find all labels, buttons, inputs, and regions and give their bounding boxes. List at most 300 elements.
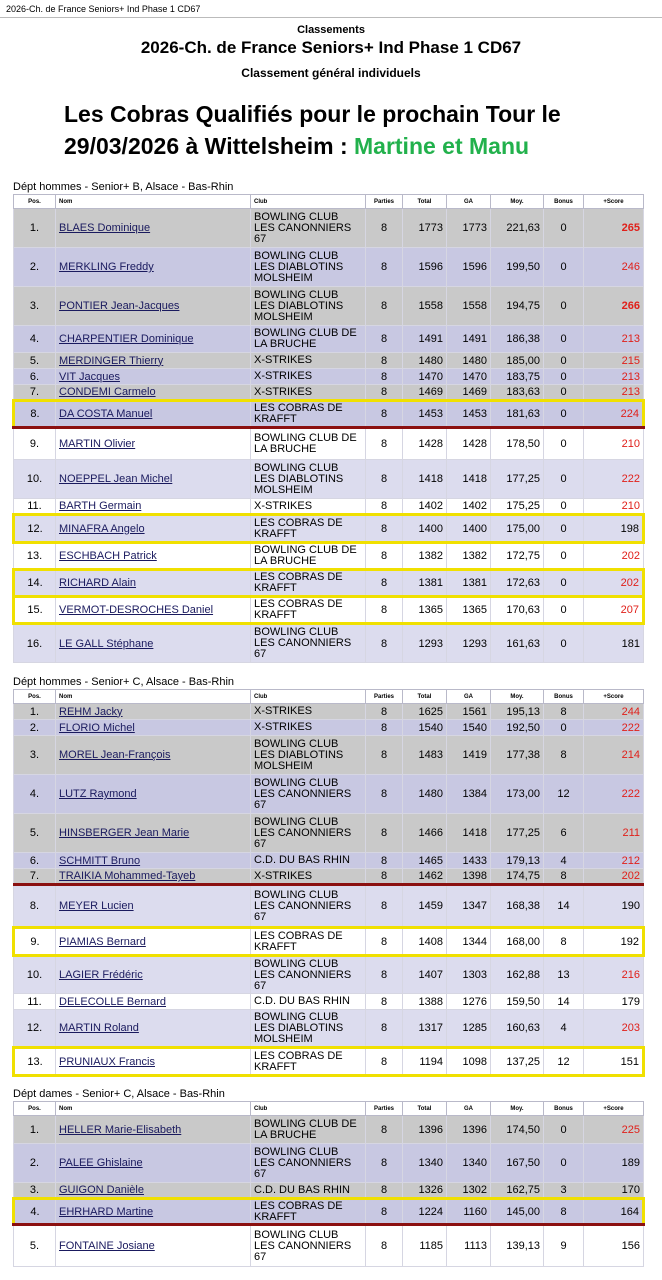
table-row [14, 1116, 644, 1144]
col-total-cell: 1317 [403, 1010, 447, 1048]
col-score-header: +Score [584, 195, 644, 209]
col-parties-cell: 8 [366, 543, 403, 570]
col-bonus-cell: 4 [544, 1010, 584, 1048]
col-bonus-cell: 0 [544, 428, 584, 460]
col-ga-cell: 1303 [447, 956, 491, 994]
col-moy-cell: 221,63 [491, 209, 544, 248]
section-title: Dépt hommes - Senior+ B, Alsace - Bas-Rhin [13, 181, 234, 193]
col-club-cell: LES COBRAS DE KRAFFT [251, 1048, 366, 1076]
col-name-cell[interactable]: BARTH Germain [56, 499, 251, 515]
col-ga-cell: 1344 [447, 928, 491, 956]
col-moy-header: Moy. [491, 690, 544, 704]
col-score-cell: 170 [584, 1183, 644, 1199]
col-name-cell[interactable]: LUTZ Raymond [56, 775, 251, 814]
col-score-cell: 189 [584, 1144, 644, 1183]
section-senior-b-men [12, 180, 642, 663]
col-club-cell: BOWLING CLUB DE LA BRUCHE [251, 543, 366, 570]
col-ga-cell: 1340 [447, 1144, 491, 1183]
col-name-cell[interactable]: GUIGON Danièle [56, 1183, 251, 1199]
col-pos-cell: 10. [14, 460, 56, 499]
col-parties-cell: 8 [366, 570, 403, 597]
col-club-cell: BOWLING CLUB LES DIABLOTINS MOLSHEIM [251, 736, 366, 775]
col-club-cell: X-STRIKES [251, 869, 366, 885]
table-row [14, 1199, 644, 1225]
page-title: 2026-Ch. de France Seniors+ Ind Phase 1 CD67 [140, 38, 522, 57]
col-ga-cell: 1469 [447, 385, 491, 401]
col-parties-cell: 8 [366, 1144, 403, 1183]
col-bonus-cell: 8 [544, 1199, 584, 1225]
col-name-cell[interactable]: PRUNIAUX Francis [56, 1048, 251, 1076]
col-score-cell: 164 [584, 1199, 644, 1225]
col-total-cell: 1480 [403, 353, 447, 369]
col-club-cell: BOWLING CLUB LES DIABLOTINS MOLSHEIM [251, 460, 366, 499]
col-score-cell: 210 [584, 428, 644, 460]
table-row [14, 704, 644, 720]
col-total-cell: 1483 [403, 736, 447, 775]
col-parties-cell: 8 [366, 736, 403, 775]
col-name-cell[interactable]: TRAIKIA Mohammed-Tayeb [56, 869, 251, 885]
col-moy-cell: 177,25 [491, 814, 544, 853]
col-name-cell[interactable]: RICHARD Alain [56, 570, 251, 597]
col-bonus-cell: 8 [544, 704, 584, 720]
col-parties-cell: 8 [366, 1010, 403, 1048]
col-name-cell[interactable]: EHRHARD Martine [56, 1199, 251, 1225]
col-pos-cell: 2. [14, 720, 56, 736]
section-senior-c-men [12, 675, 642, 1077]
col-score-cell: 215 [584, 353, 644, 369]
col-total-cell: 1418 [403, 460, 447, 499]
col-ga-cell: 1470 [447, 369, 491, 385]
col-moy-cell: 137,25 [491, 1048, 544, 1076]
col-club-cell: BOWLING CLUB LES CANONNIERS 67 [251, 1225, 366, 1267]
col-club-cell: BOWLING CLUB DE LA BRUCHE [251, 1116, 366, 1144]
col-moy-cell: 168,00 [491, 928, 544, 956]
table-row [14, 869, 644, 885]
col-ga-cell: 1382 [447, 543, 491, 570]
col-moy-cell: 178,50 [491, 428, 544, 460]
col-parties-cell: 8 [366, 994, 403, 1010]
col-parties-cell: 8 [366, 853, 403, 869]
col-pos-cell: 7. [14, 869, 56, 885]
col-ga-cell: 1384 [447, 775, 491, 814]
col-name-cell[interactable]: SCHMITT Bruno [56, 853, 251, 869]
col-name-cell[interactable]: MINAFRA Angelo [56, 515, 251, 543]
table-header-row [14, 690, 644, 704]
col-total-cell: 1459 [403, 885, 447, 928]
col-pos-cell: 4. [14, 326, 56, 353]
col-bonus-cell: 0 [544, 1116, 584, 1144]
table-row [14, 597, 644, 624]
col-parties-cell: 8 [366, 928, 403, 956]
col-name-cell[interactable]: DELECOLLE Bernard [56, 994, 251, 1010]
col-club-cell: LES COBRAS DE KRAFFT [251, 570, 366, 597]
section-title: Dépt dames - Senior+ C, Alsace - Bas-Rhin [13, 1088, 225, 1100]
col-name-cell[interactable]: HINSBERGER Jean Marie [56, 814, 251, 853]
table-row [14, 928, 644, 956]
col-bonus-cell: 6 [544, 814, 584, 853]
col-name-header: Nom [56, 690, 251, 704]
col-pos-cell: 12. [14, 515, 56, 543]
col-total-header: Total [403, 1102, 447, 1116]
col-moy-cell: 145,00 [491, 1199, 544, 1225]
table-header-row [14, 1102, 644, 1116]
table-row [14, 1144, 644, 1183]
announcement-date-place: 29/03/2026 à Wittelsheim : [64, 133, 354, 159]
col-name-cell[interactable]: HELLER Marie-Elisabeth [56, 1116, 251, 1144]
col-pos-cell: 13. [14, 543, 56, 570]
col-bonus-cell: 13 [544, 956, 584, 994]
col-club-cell: X-STRIKES [251, 369, 366, 385]
col-bonus-cell: 0 [544, 326, 584, 353]
col-moy-cell: 170,63 [491, 597, 544, 624]
col-bonus-cell: 0 [544, 597, 584, 624]
col-ga-cell: 1400 [447, 515, 491, 543]
col-total-cell: 1381 [403, 570, 447, 597]
col-name-cell[interactable]: PIAMIAS Bernard [56, 928, 251, 956]
col-parties-cell: 8 [366, 597, 403, 624]
col-bonus-cell: 8 [544, 869, 584, 885]
col-score-cell: 224 [584, 401, 644, 428]
col-score-cell: 211 [584, 814, 644, 853]
table-row [14, 1183, 644, 1199]
col-ga-cell: 1398 [447, 869, 491, 885]
col-bonus-cell: 0 [544, 499, 584, 515]
col-club-cell: LES COBRAS DE KRAFFT [251, 597, 366, 624]
table-row [14, 385, 644, 401]
col-ga-header: GA [447, 195, 491, 209]
col-total-cell: 1625 [403, 704, 447, 720]
table-row [14, 326, 644, 353]
col-score-cell: 179 [584, 994, 644, 1010]
col-total-cell: 1491 [403, 326, 447, 353]
col-moy-cell: 174,50 [491, 1116, 544, 1144]
col-total-cell: 1402 [403, 499, 447, 515]
col-total-cell: 1194 [403, 1048, 447, 1076]
col-ga-cell: 1293 [447, 624, 491, 663]
col-club-cell: BOWLING CLUB LES CANONNIERS 67 [251, 775, 366, 814]
col-bonus-cell: 0 [544, 401, 584, 428]
col-bonus-cell: 8 [544, 736, 584, 775]
col-bonus-cell: 0 [544, 353, 584, 369]
announcement-line-1: Les Cobras Qualifiés pour le prochain Tour le [64, 101, 561, 127]
col-score-cell: 207 [584, 597, 644, 624]
table-row [14, 885, 644, 928]
qualification-announcement [64, 98, 561, 162]
col-total-cell: 1185 [403, 1225, 447, 1267]
col-score-cell: 214 [584, 736, 644, 775]
col-total-cell: 1407 [403, 956, 447, 994]
table-row [14, 515, 644, 543]
col-bonus-cell: 12 [544, 1048, 584, 1076]
col-parties-header: Parties [366, 1102, 403, 1116]
col-bonus-cell: 0 [544, 720, 584, 736]
col-pos-cell: 11. [14, 994, 56, 1010]
col-ga-cell: 1276 [447, 994, 491, 1010]
col-name-cell[interactable]: FLORIO Michel [56, 720, 251, 736]
col-pos-cell: 4. [14, 775, 56, 814]
col-ga-cell: 1419 [447, 736, 491, 775]
col-bonus-cell: 0 [544, 209, 584, 248]
col-parties-cell: 8 [366, 209, 403, 248]
col-parties-cell: 8 [366, 869, 403, 885]
col-name-cell[interactable]: CHARPENTIER Dominique [56, 326, 251, 353]
col-total-cell: 1465 [403, 853, 447, 869]
col-score-cell: 225 [584, 1116, 644, 1144]
col-name-cell[interactable]: MARTIN Olivier [56, 428, 251, 460]
col-parties-cell: 8 [366, 704, 403, 720]
col-parties-cell: 8 [366, 385, 403, 401]
col-bonus-header: Bonus [544, 195, 584, 209]
col-parties-cell: 8 [366, 720, 403, 736]
table-row [14, 994, 644, 1010]
col-total-cell: 1340 [403, 1144, 447, 1183]
col-parties-cell: 8 [366, 401, 403, 428]
col-bonus-cell: 0 [544, 369, 584, 385]
col-club-cell: BOWLING CLUB LES CANONNIERS 67 [251, 956, 366, 994]
col-moy-cell: 168,38 [491, 885, 544, 928]
col-score-cell: 202 [584, 543, 644, 570]
col-ga-cell: 1402 [447, 499, 491, 515]
announcement-line-2 [64, 130, 561, 162]
col-score-cell: 210 [584, 499, 644, 515]
col-score-cell: 151 [584, 1048, 644, 1076]
col-pos-cell: 1. [14, 704, 56, 720]
col-club-cell: BOWLING CLUB DE LA BRUCHE [251, 428, 366, 460]
ranking-table [12, 1101, 645, 1267]
col-name-cell[interactable]: CONDEMI Carmelo [56, 385, 251, 401]
table-header-row [14, 195, 644, 209]
col-ga-cell: 1428 [447, 428, 491, 460]
col-pos-cell: 5. [14, 353, 56, 369]
col-parties-cell: 8 [366, 1183, 403, 1199]
col-moy-cell: 160,63 [491, 1010, 544, 1048]
col-total-cell: 1453 [403, 401, 447, 428]
col-bonus-cell: 3 [544, 1183, 584, 1199]
col-name-cell[interactable]: MERDINGER Thierry [56, 353, 251, 369]
col-club-header: Club [251, 1102, 366, 1116]
col-name-cell[interactable]: VIT Jacques [56, 369, 251, 385]
col-club-cell: LES COBRAS DE KRAFFT [251, 515, 366, 543]
col-parties-cell: 8 [366, 775, 403, 814]
col-club-cell: BOWLING CLUB LES CANONNIERS 67 [251, 885, 366, 928]
col-name-cell[interactable]: MOREL Jean-François [56, 736, 251, 775]
col-parties-header: Parties [366, 195, 403, 209]
col-pos-cell: 13. [14, 1048, 56, 1076]
col-bonus-header: Bonus [544, 1102, 584, 1116]
col-ga-cell: 1773 [447, 209, 491, 248]
col-bonus-header: Bonus [544, 690, 584, 704]
col-total-cell: 1470 [403, 369, 447, 385]
col-bonus-cell: 8 [544, 928, 584, 956]
col-name-cell[interactable]: REHM Jacky [56, 704, 251, 720]
page-kicker: Classements [297, 24, 365, 36]
col-ga-cell: 1098 [447, 1048, 491, 1076]
table-row [14, 401, 644, 428]
col-score-cell: 244 [584, 704, 644, 720]
col-total-header: Total [403, 690, 447, 704]
col-pos-cell: 16. [14, 624, 56, 663]
col-total-cell: 1773 [403, 209, 447, 248]
col-total-cell: 1428 [403, 428, 447, 460]
col-ga-header: GA [447, 690, 491, 704]
table-row [14, 428, 644, 460]
col-parties-header: Parties [366, 690, 403, 704]
col-ga-cell: 1561 [447, 704, 491, 720]
col-score-cell: 213 [584, 326, 644, 353]
table-row [14, 543, 644, 570]
col-ga-cell: 1365 [447, 597, 491, 624]
col-pos-cell: 9. [14, 928, 56, 956]
col-ga-cell: 1558 [447, 287, 491, 326]
col-total-cell: 1400 [403, 515, 447, 543]
col-total-cell: 1596 [403, 248, 447, 287]
col-moy-cell: 181,63 [491, 401, 544, 428]
col-name-cell[interactable]: MEYER Lucien [56, 885, 251, 928]
col-score-cell: 181 [584, 624, 644, 663]
col-pos-header: Pos. [14, 195, 56, 209]
col-ga-cell: 1480 [447, 353, 491, 369]
col-total-cell: 1462 [403, 869, 447, 885]
table-row [14, 570, 644, 597]
col-score-cell: 190 [584, 885, 644, 928]
col-score-header: +Score [584, 690, 644, 704]
table-row [14, 1225, 644, 1267]
col-total-cell: 1293 [403, 624, 447, 663]
col-name-cell[interactable]: MARTIN Roland [56, 1010, 251, 1048]
col-name-cell[interactable]: NOEPPEL Jean Michel [56, 460, 251, 499]
col-name-cell[interactable]: ESCHBACH Patrick [56, 543, 251, 570]
col-parties-cell: 8 [366, 515, 403, 543]
col-bonus-cell: 0 [544, 460, 584, 499]
col-moy-header: Moy. [491, 195, 544, 209]
section-title: Dépt hommes - Senior+ C, Alsace - Bas-Rhin [13, 676, 235, 688]
col-parties-cell: 8 [366, 1199, 403, 1225]
col-score-cell: 203 [584, 1010, 644, 1048]
table-row [14, 460, 644, 499]
col-moy-cell: 183,75 [491, 369, 544, 385]
col-score-cell: 198 [584, 515, 644, 543]
col-parties-cell: 8 [366, 1225, 403, 1267]
col-bonus-cell: 12 [544, 775, 584, 814]
col-ga-cell: 1285 [447, 1010, 491, 1048]
col-pos-cell: 8. [14, 401, 56, 428]
col-moy-cell: 186,38 [491, 326, 544, 353]
col-score-cell: 156 [584, 1225, 644, 1267]
col-total-cell: 1396 [403, 1116, 447, 1144]
col-name-cell[interactable]: LAGIER Frédéric [56, 956, 251, 994]
col-name-cell[interactable]: LE GALL Stéphane [56, 624, 251, 663]
col-club-cell: X-STRIKES [251, 704, 366, 720]
col-parties-cell: 8 [366, 248, 403, 287]
col-total-cell: 1365 [403, 597, 447, 624]
col-name-cell[interactable]: FONTAINE Josiane [56, 1225, 251, 1267]
ranking-table [12, 689, 645, 1077]
col-club-cell: BOWLING CLUB LES CANONNIERS 67 [251, 814, 366, 853]
col-total-cell: 1480 [403, 775, 447, 814]
col-score-cell: 202 [584, 869, 644, 885]
col-score-cell: 202 [584, 570, 644, 597]
col-moy-cell: 175,25 [491, 499, 544, 515]
announcement-highlight: Martine et Manu [354, 133, 530, 159]
col-name-cell[interactable]: MERKLING Freddy [56, 248, 251, 287]
col-bonus-cell: 4 [544, 853, 584, 869]
col-pos-cell: 3. [14, 1183, 56, 1199]
col-bonus-cell: 0 [544, 1144, 584, 1183]
col-ga-cell: 1302 [447, 1183, 491, 1199]
col-bonus-cell: 0 [544, 543, 584, 570]
col-score-header: +Score [584, 1102, 644, 1116]
col-moy-cell: 162,75 [491, 1183, 544, 1199]
col-pos-cell: 1. [14, 1116, 56, 1144]
col-parties-cell: 8 [366, 956, 403, 994]
col-ga-cell: 1381 [447, 570, 491, 597]
col-bonus-cell: 0 [544, 570, 584, 597]
section-senior-c-women [12, 1087, 642, 1267]
col-name-cell[interactable]: VERMOT-DESROCHES Daniel [56, 597, 251, 624]
col-total-cell: 1408 [403, 928, 447, 956]
col-score-cell: 213 [584, 369, 644, 385]
col-club-cell: X-STRIKES [251, 353, 366, 369]
col-name-cell[interactable]: PONTIER Jean-Jacques [56, 287, 251, 326]
col-total-cell: 1388 [403, 994, 447, 1010]
col-club-cell: X-STRIKES [251, 720, 366, 736]
page-subtitle: Classement général individuels [241, 66, 421, 80]
col-pos-cell: 8. [14, 885, 56, 928]
col-ga-cell: 1596 [447, 248, 491, 287]
col-ga-cell: 1540 [447, 720, 491, 736]
col-moy-cell: 162,88 [491, 956, 544, 994]
col-name-cell[interactable]: DA COSTA Manuel [56, 401, 251, 428]
table-row [14, 624, 644, 663]
col-total-cell: 1558 [403, 287, 447, 326]
col-bonus-cell: 0 [544, 287, 584, 326]
col-club-cell: X-STRIKES [251, 499, 366, 515]
col-ga-cell: 1418 [447, 460, 491, 499]
col-ga-cell: 1433 [447, 853, 491, 869]
col-name-cell[interactable]: BLAES Dominique [56, 209, 251, 248]
col-pos-cell: 7. [14, 385, 56, 401]
col-score-cell: 192 [584, 928, 644, 956]
col-pos-header: Pos. [14, 1102, 56, 1116]
col-score-cell: 216 [584, 956, 644, 994]
col-name-header: Nom [56, 195, 251, 209]
table-row [14, 775, 644, 814]
col-club-cell: BOWLING CLUB LES DIABLOTINS MOLSHEIM [251, 287, 366, 326]
col-pos-cell: 9. [14, 428, 56, 460]
col-moy-cell: 175,00 [491, 515, 544, 543]
col-pos-header: Pos. [14, 690, 56, 704]
col-ga-cell: 1418 [447, 814, 491, 853]
col-moy-cell: 177,25 [491, 460, 544, 499]
col-score-cell: 222 [584, 720, 644, 736]
col-total-cell: 1540 [403, 720, 447, 736]
col-pos-cell: 3. [14, 287, 56, 326]
col-pos-cell: 5. [14, 814, 56, 853]
col-name-cell[interactable]: PALEE Ghislaine [56, 1144, 251, 1183]
col-name-header: Nom [56, 1102, 251, 1116]
col-club-cell: BOWLING CLUB LES CANONNIERS 67 [251, 1144, 366, 1183]
col-parties-cell: 8 [366, 885, 403, 928]
col-bonus-cell: 0 [544, 248, 584, 287]
col-parties-cell: 8 [366, 499, 403, 515]
col-parties-cell: 8 [366, 814, 403, 853]
table-row [14, 814, 644, 853]
col-total-header: Total [403, 195, 447, 209]
col-moy-cell: 159,50 [491, 994, 544, 1010]
col-ga-cell: 1453 [447, 401, 491, 428]
ranking-table [12, 194, 645, 663]
col-score-cell: 212 [584, 853, 644, 869]
